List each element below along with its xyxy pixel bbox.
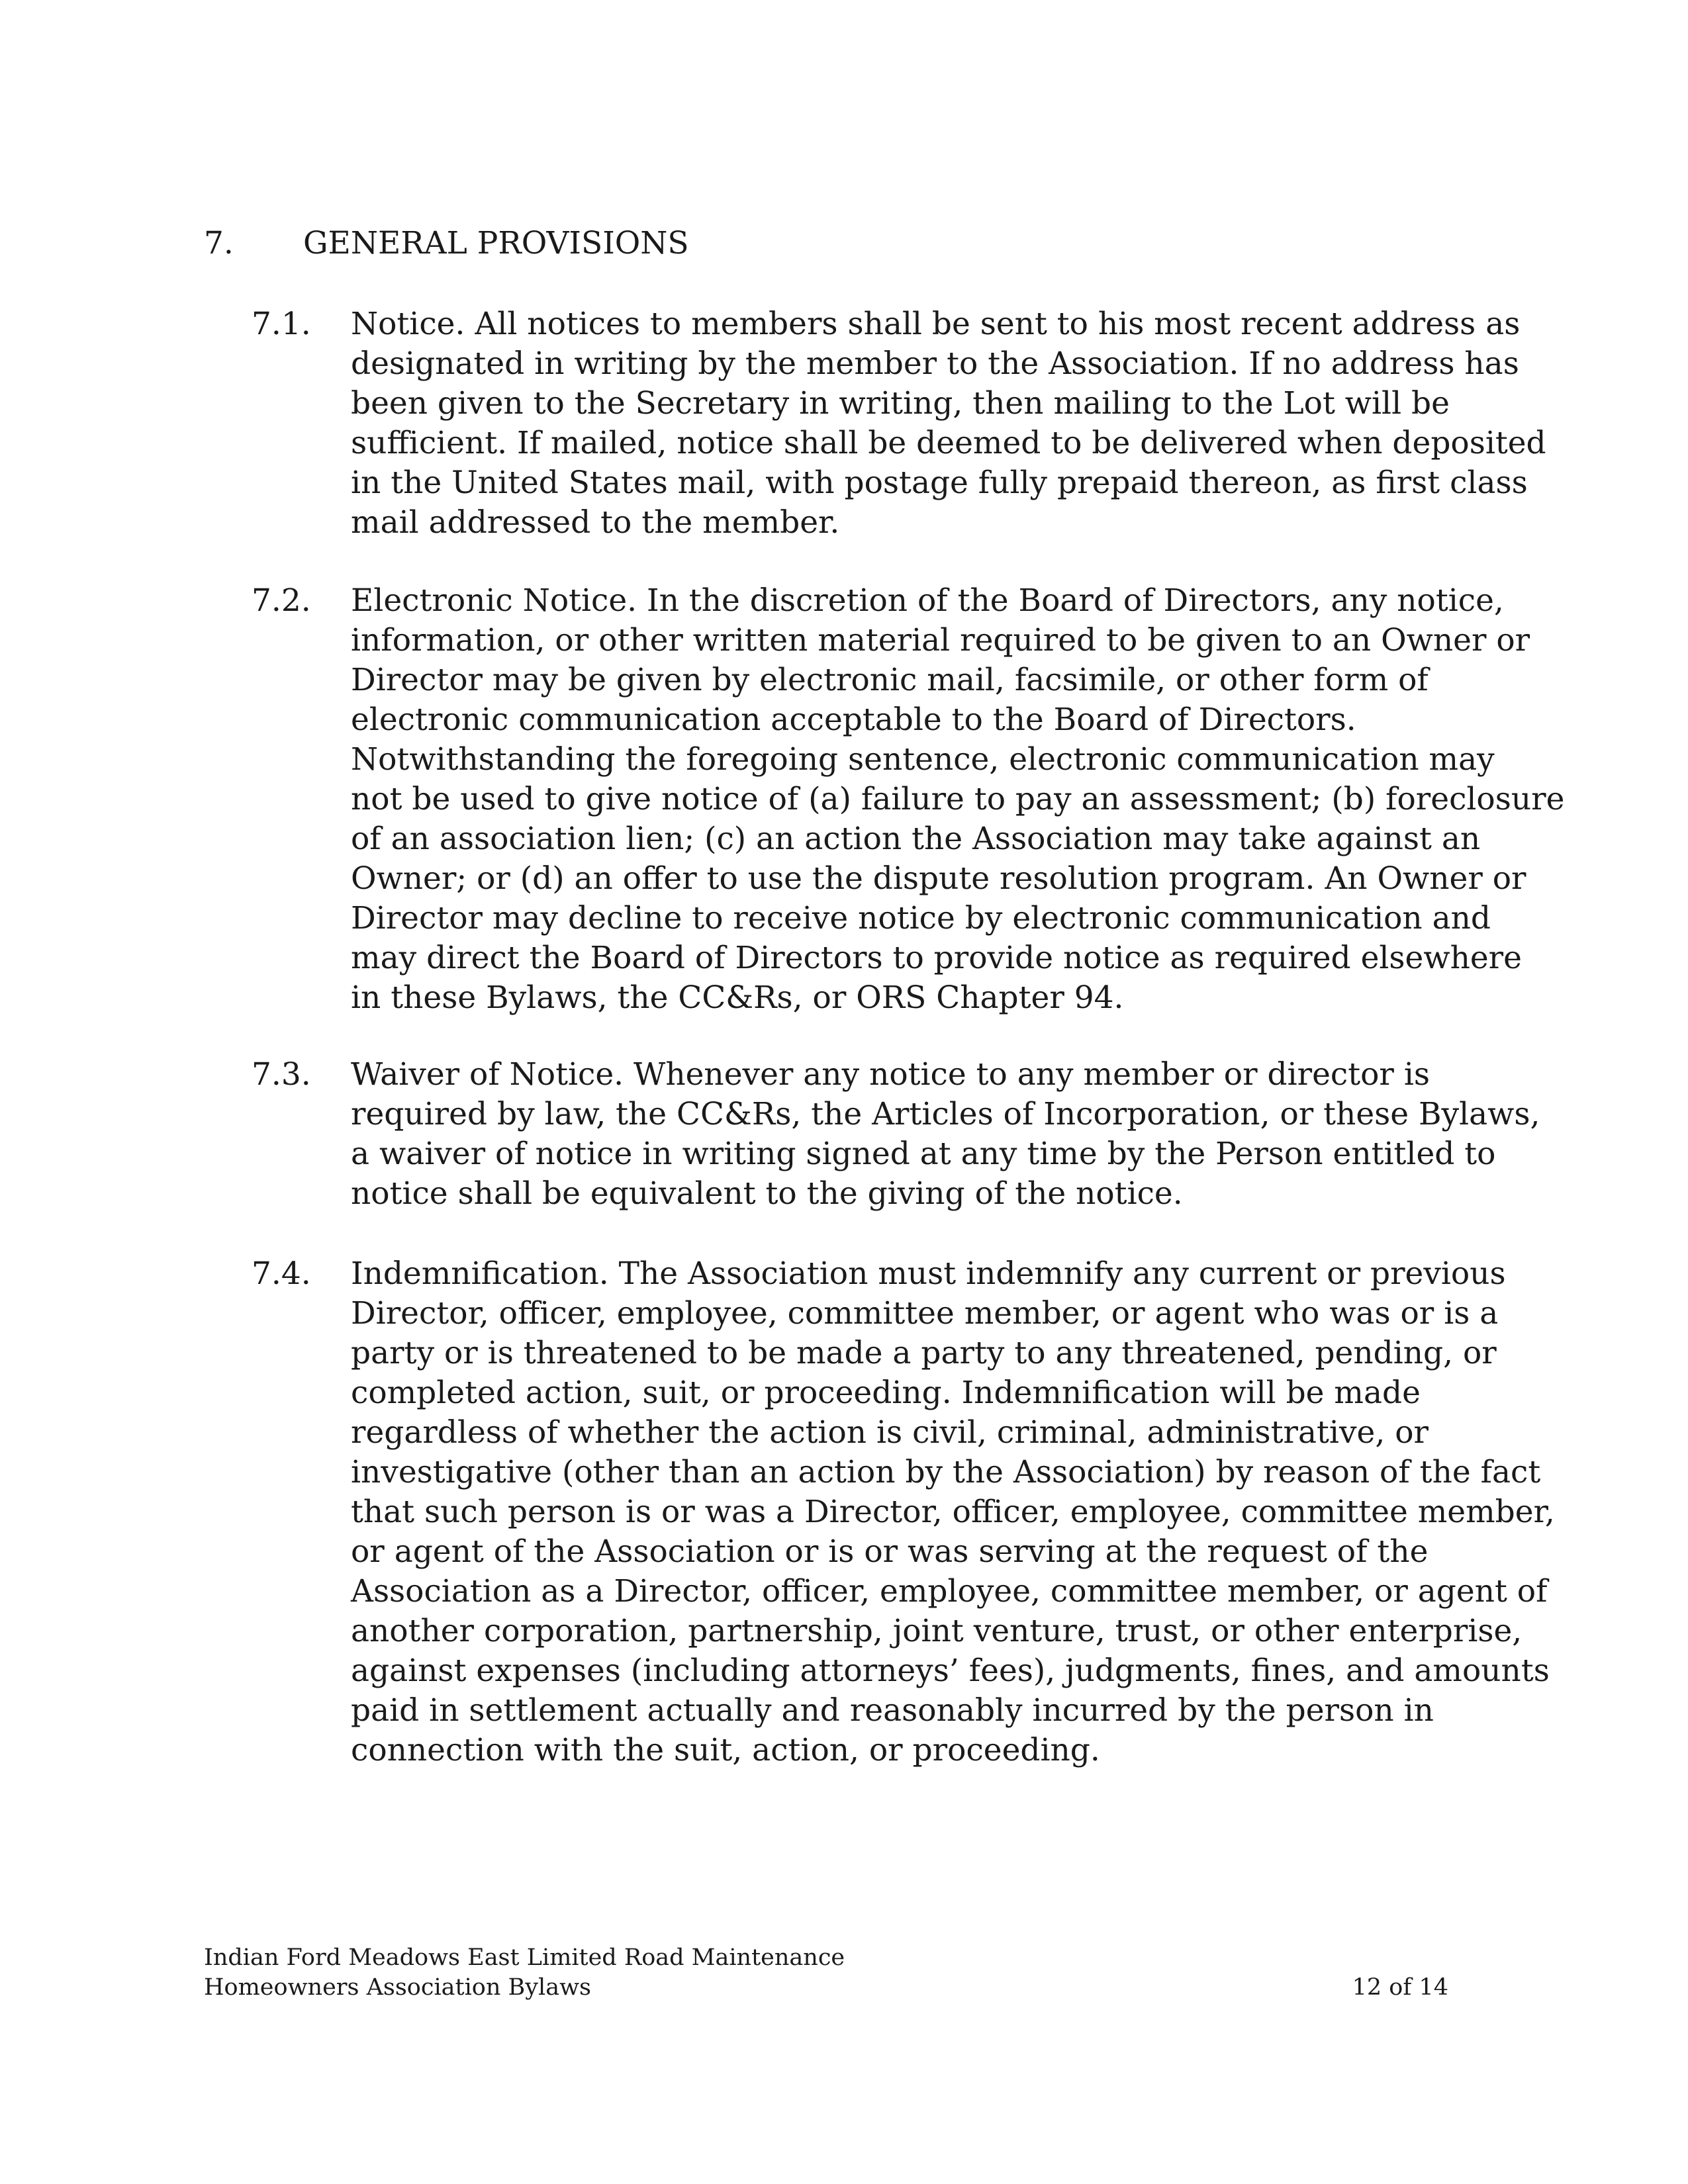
clause-line: Director may decline to receive notice by electronic communication and <box>351 900 1491 936</box>
clause-text <box>351 581 1565 1018</box>
clause-line: notice shall be equivalent to the giving of the notice. <box>351 1175 1183 1212</box>
clause-line: that such person is or was a Director, officer, employee, committee member, <box>351 1494 1555 1530</box>
clause-number: 7.4. <box>252 1255 311 1292</box>
clause-line: of an association lien; (c) an action the Association may take against an <box>351 821 1481 857</box>
clause-number: 7.2. <box>252 582 311 619</box>
clause-line: against expenses (including attorneys’ fees), judgments, fines, and amounts <box>351 1653 1550 1689</box>
clause-line: Director may be given by electronic mail, facsimile, or other form of <box>351 662 1429 698</box>
clause-line: not be used to give notice of (a) failure to pay an assessment; (b) foreclosure <box>351 781 1565 817</box>
clause-line: Electronic Notice. In the discretion of the Board of Directors, any notice, <box>351 582 1504 619</box>
clause-line: sufficient. If mailed, notice shall be deemed to be delivered when deposited <box>351 425 1546 461</box>
footer-line-1: Indian Ford Meadows East Limited Road Maintenance <box>204 1944 845 1971</box>
clause-line: required by law, the CC&Rs, the Articles of Incorporation, or these Bylaws, <box>351 1096 1540 1132</box>
clause-line: may direct the Board of Directors to provide notice as required elsewhere <box>351 940 1522 976</box>
clause-text <box>351 304 1546 543</box>
clause-line: mail addressed to the member. <box>351 504 840 541</box>
clause-line: investigative (other than an action by the Association) by reason of the fact <box>351 1454 1541 1490</box>
clause-line: paid in settlement actually and reasonably incurred by the person in <box>351 1692 1434 1729</box>
clause-line: in these Bylaws, the CC&Rs, or ORS Chapter 94. <box>351 979 1124 1016</box>
clause-line: electronic communication acceptable to the Board of Directors. <box>351 702 1356 738</box>
clause-number: 7.3. <box>252 1056 311 1093</box>
clause-line: a waiver of notice in writing signed at any time by the Person entitled to <box>351 1136 1496 1172</box>
page-footer <box>204 1943 1448 2003</box>
clause-text <box>351 1254 1555 1770</box>
clause-text <box>351 1055 1540 1214</box>
clause-line: Owner; or (d) an offer to use the dispute resolution program. An Owner or <box>351 860 1526 897</box>
clause-line: Waiver of Notice. Whenever any notice to any member or director is <box>351 1056 1430 1093</box>
section-number: 7. <box>204 225 234 261</box>
clause-line: Notwithstanding the foregoing sentence, electronic communication may <box>351 741 1495 778</box>
clause-line: been given to the Secretary in writing, then mailing to the Lot will be <box>351 385 1450 422</box>
footer-line-2: Homeowners Association Bylaws <box>204 1974 592 2001</box>
clause-line: party or is threatened to be made a party to any threatened, pending, or <box>351 1335 1497 1371</box>
clause-line: Association as a Director, officer, employee, committee member, or agent of <box>351 1573 1548 1610</box>
clause-line: information, or other written material required to be given to an Owner or <box>351 622 1530 659</box>
clause-line: regardless of whether the action is civil, criminal, administrative, or <box>351 1414 1429 1451</box>
clause-number: 7.1. <box>252 306 311 342</box>
clause-line: Notice. All notices to members shall be sent to his most recent address as <box>351 306 1521 342</box>
page-number: 12 of 14 <box>1352 1974 1448 2001</box>
clause-line: connection with the suit, action, or proceeding. <box>351 1732 1100 1768</box>
clause-line: designated in writing by the member to the Association. If no address has <box>351 345 1519 382</box>
clause-line: or agent of the Association or is or was serving at the request of the <box>351 1533 1429 1570</box>
section-heading <box>204 224 689 263</box>
clause-line: in the United States mail, with postage fully prepaid thereon, as first class <box>351 465 1528 501</box>
section-title: GENERAL PROVISIONS <box>303 225 689 261</box>
clause-line: completed action, suit, or proceeding. Indemnification will be made <box>351 1375 1421 1411</box>
clause-line: Director, officer, employee, committee member, or agent who was or is a <box>351 1295 1499 1332</box>
clause-line: Indemnification. The Association must indemnify any current or previous <box>351 1255 1506 1292</box>
clause-line: another corporation, partnership, joint venture, trust, or other enterprise, <box>351 1613 1523 1649</box>
